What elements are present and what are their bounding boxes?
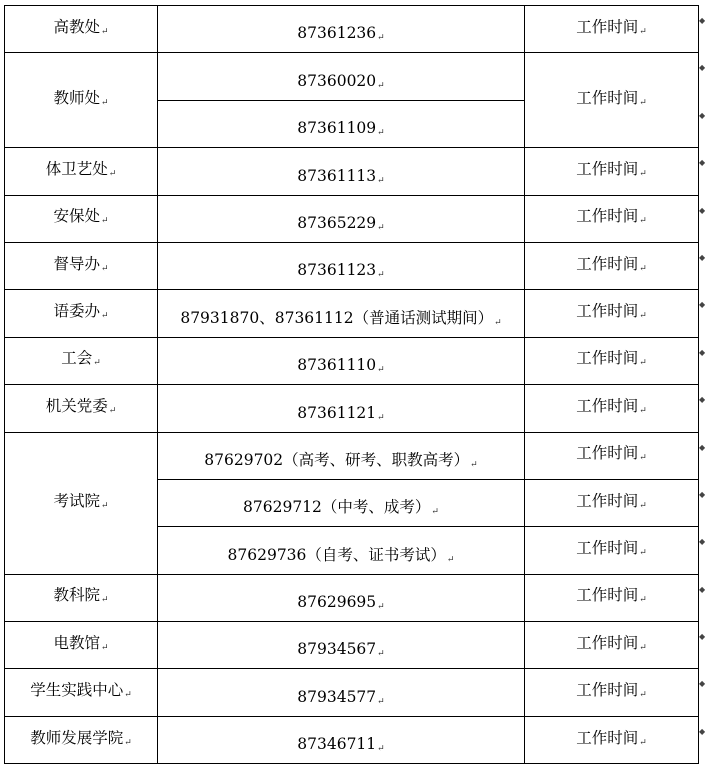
phone-cell bbox=[158, 337, 525, 384]
row-end-mark: ◆ bbox=[699, 348, 705, 357]
contact-table-body bbox=[5, 6, 699, 764]
paragraph-mark: ↵ bbox=[377, 365, 385, 376]
department-name: 学生实践中心 bbox=[30, 681, 124, 700]
phone-number: 87629736（自考、证书考试） bbox=[227, 545, 446, 564]
department-name: 高教处 bbox=[53, 17, 100, 36]
department-cell bbox=[5, 242, 158, 289]
table-row bbox=[5, 148, 699, 195]
paragraph-mark: ↵ bbox=[639, 405, 647, 416]
department-cell bbox=[5, 148, 158, 195]
row-end-mark: ◆ bbox=[699, 537, 705, 546]
office-hours: 工作时间 bbox=[576, 681, 639, 700]
paragraph-mark: ↵ bbox=[100, 26, 109, 37]
row-end-mark: ◆ bbox=[699, 206, 705, 215]
paragraph-mark: ↵ bbox=[639, 453, 647, 464]
paragraph-mark: ↵ bbox=[100, 263, 109, 274]
department-name: 教师处 bbox=[53, 88, 100, 107]
paragraph-mark: ↵ bbox=[108, 168, 117, 179]
phone-cell bbox=[158, 6, 525, 53]
hours-cell bbox=[525, 527, 699, 574]
office-hours: 工作时间 bbox=[576, 17, 639, 36]
phone-number: 87365229 bbox=[297, 213, 377, 232]
hours-cell bbox=[525, 53, 699, 148]
paragraph-mark: ↵ bbox=[377, 175, 385, 186]
paragraph-mark: ↵ bbox=[100, 595, 109, 606]
row-end-mark: ◆ bbox=[699, 16, 705, 25]
department-cell bbox=[5, 432, 158, 574]
department-name: 教师发展学院 bbox=[30, 728, 124, 747]
paragraph-mark: ↵ bbox=[639, 595, 647, 606]
paragraph-mark: ↵ bbox=[100, 311, 109, 322]
department-name: 考试院 bbox=[53, 491, 100, 510]
phone-cell bbox=[158, 432, 525, 479]
department-cell bbox=[5, 716, 158, 763]
paragraph-mark: ↵ bbox=[639, 690, 647, 701]
row-end-mark: ◆ bbox=[699, 632, 705, 641]
office-hours: 工作时间 bbox=[576, 444, 639, 463]
office-hours: 工作时间 bbox=[576, 538, 639, 557]
paragraph-mark: ↵ bbox=[100, 500, 109, 511]
department-name: 语委办 bbox=[53, 302, 100, 321]
phone-number: 87931870、87361112（普通话测试期间） bbox=[180, 308, 494, 327]
paragraph-mark: ↵ bbox=[446, 554, 455, 565]
table-row bbox=[5, 716, 699, 763]
hours-cell bbox=[525, 290, 699, 337]
office-hours: 工作时间 bbox=[576, 207, 639, 226]
paragraph-mark: ↵ bbox=[124, 737, 132, 748]
row-end-mark: ◆ bbox=[699, 395, 705, 404]
department-cell bbox=[5, 195, 158, 242]
paragraph-mark: ↵ bbox=[100, 216, 109, 227]
department-cell bbox=[5, 337, 158, 384]
paragraph-mark: ↵ bbox=[100, 642, 109, 653]
department-cell bbox=[5, 574, 158, 621]
table-row bbox=[5, 337, 699, 384]
office-hours: 工作时间 bbox=[576, 302, 639, 321]
row-end-mark: ◆ bbox=[699, 158, 705, 167]
office-hours: 工作时间 bbox=[576, 491, 639, 510]
phone-cell bbox=[158, 716, 525, 763]
row-end-mark: ◆ bbox=[699, 63, 705, 72]
table-row bbox=[5, 6, 699, 53]
phone-number: 87934567 bbox=[297, 640, 377, 659]
office-hours: 工作时间 bbox=[576, 586, 639, 605]
paragraph-mark: ↵ bbox=[124, 690, 132, 701]
department-name: 教科院 bbox=[53, 586, 100, 605]
department-name: 电教馆 bbox=[53, 633, 100, 652]
office-hours: 工作时间 bbox=[576, 396, 639, 415]
phone-cell bbox=[158, 242, 525, 289]
paragraph-mark: ↵ bbox=[100, 97, 109, 108]
paragraph-mark: ↵ bbox=[639, 97, 647, 108]
table-row bbox=[5, 290, 699, 337]
row-end-mark: ◆ bbox=[699, 111, 705, 120]
table-row bbox=[5, 574, 699, 621]
paragraph-mark: ↵ bbox=[431, 507, 439, 518]
hours-cell bbox=[525, 6, 699, 53]
table-row bbox=[5, 385, 699, 432]
phone-cell bbox=[158, 53, 525, 100]
department-cell bbox=[5, 53, 158, 148]
paragraph-mark: ↵ bbox=[377, 33, 385, 44]
paragraph-mark: ↵ bbox=[377, 744, 385, 755]
row-end-mark: ◆ bbox=[699, 300, 705, 309]
phone-cell bbox=[158, 385, 525, 432]
paragraph-mark: ↵ bbox=[377, 602, 385, 613]
phone-number: 87361109 bbox=[297, 119, 377, 138]
row-end-mark: ◆ bbox=[699, 585, 705, 594]
phone-number: 87934577 bbox=[297, 687, 377, 706]
hours-cell bbox=[525, 337, 699, 384]
paragraph-mark: ↵ bbox=[639, 168, 647, 179]
table-row bbox=[5, 432, 699, 479]
hours-cell bbox=[525, 669, 699, 716]
office-hours: 工作时间 bbox=[576, 254, 639, 273]
phone-number: 87361113 bbox=[297, 166, 377, 185]
office-hours: 工作时间 bbox=[576, 349, 639, 368]
paragraph-mark: ↵ bbox=[108, 405, 117, 416]
hours-cell bbox=[525, 148, 699, 195]
row-end-mark: ◆ bbox=[699, 679, 705, 688]
phone-number: 87361123 bbox=[297, 261, 377, 280]
phone-number: 87629712（中考、成考） bbox=[243, 498, 431, 517]
paragraph-mark: ↵ bbox=[377, 696, 385, 707]
row-end-mark: ◆ bbox=[699, 253, 705, 262]
paragraph-mark: ↵ bbox=[377, 222, 385, 233]
phone-cell bbox=[158, 195, 525, 242]
row-end-mark: ◆ bbox=[699, 727, 705, 736]
phone-cell bbox=[158, 290, 525, 337]
hours-cell bbox=[525, 622, 699, 669]
table-row bbox=[5, 669, 699, 716]
paragraph-mark: ↵ bbox=[639, 500, 647, 511]
paragraph-mark: ↵ bbox=[377, 128, 385, 139]
paragraph-mark: ↵ bbox=[494, 317, 502, 328]
paragraph-mark: ↵ bbox=[377, 80, 385, 91]
hours-cell bbox=[525, 716, 699, 763]
paragraph-mark: ↵ bbox=[639, 642, 647, 653]
phone-cell bbox=[158, 574, 525, 621]
table-row bbox=[5, 622, 699, 669]
paragraph-mark: ↵ bbox=[377, 649, 385, 660]
phone-number: 87629702（高考、研考、职教高考） bbox=[204, 450, 470, 469]
department-cell bbox=[5, 385, 158, 432]
paragraph-mark: ↵ bbox=[93, 358, 101, 369]
paragraph-mark: ↵ bbox=[639, 263, 647, 274]
office-hours: 工作时间 bbox=[576, 728, 639, 747]
hours-cell bbox=[525, 385, 699, 432]
phone-cell bbox=[158, 148, 525, 195]
hours-cell bbox=[525, 432, 699, 479]
table-row bbox=[5, 195, 699, 242]
table-row bbox=[5, 53, 699, 100]
department-name: 督导办 bbox=[53, 254, 100, 273]
paragraph-mark: ↵ bbox=[639, 358, 647, 369]
office-hours: 工作时间 bbox=[576, 88, 639, 107]
paragraph-mark: ↵ bbox=[639, 216, 647, 227]
hours-cell bbox=[525, 574, 699, 621]
hours-cell bbox=[525, 479, 699, 526]
hours-cell bbox=[525, 242, 699, 289]
office-hours: 工作时间 bbox=[576, 633, 639, 652]
paragraph-mark: ↵ bbox=[639, 26, 647, 37]
paragraph-mark: ↵ bbox=[639, 737, 647, 748]
phone-number: 87360020 bbox=[297, 71, 377, 90]
hours-cell bbox=[525, 195, 699, 242]
paragraph-mark: ↵ bbox=[639, 547, 647, 558]
phone-number: 87629695 bbox=[297, 593, 377, 612]
row-end-mark: ◆ bbox=[699, 490, 705, 499]
paragraph-mark: ↵ bbox=[470, 459, 478, 470]
paragraph-mark: ↵ bbox=[377, 270, 385, 281]
office-hours: 工作时间 bbox=[576, 159, 639, 178]
department-name: 体卫艺处 bbox=[45, 159, 108, 178]
phone-cell bbox=[158, 527, 525, 574]
table-row bbox=[5, 242, 699, 289]
contact-table bbox=[4, 5, 699, 764]
phone-number: 87361236 bbox=[297, 24, 377, 43]
phone-number: 87361110 bbox=[297, 356, 377, 375]
department-cell bbox=[5, 6, 158, 53]
row-end-mark: ◆ bbox=[699, 443, 705, 452]
department-cell bbox=[5, 622, 158, 669]
department-name: 工会 bbox=[61, 349, 93, 368]
paragraph-mark: ↵ bbox=[639, 311, 647, 322]
phone-cell bbox=[158, 622, 525, 669]
phone-cell bbox=[158, 669, 525, 716]
department-cell bbox=[5, 669, 158, 716]
phone-number: 87346711 bbox=[297, 735, 377, 754]
paragraph-mark: ↵ bbox=[377, 412, 385, 423]
department-cell bbox=[5, 290, 158, 337]
department-name: 安保处 bbox=[53, 207, 100, 226]
department-name: 机关党委 bbox=[45, 396, 108, 415]
phone-number: 87361121 bbox=[297, 403, 377, 422]
phone-cell bbox=[158, 100, 525, 147]
phone-cell bbox=[158, 479, 525, 526]
